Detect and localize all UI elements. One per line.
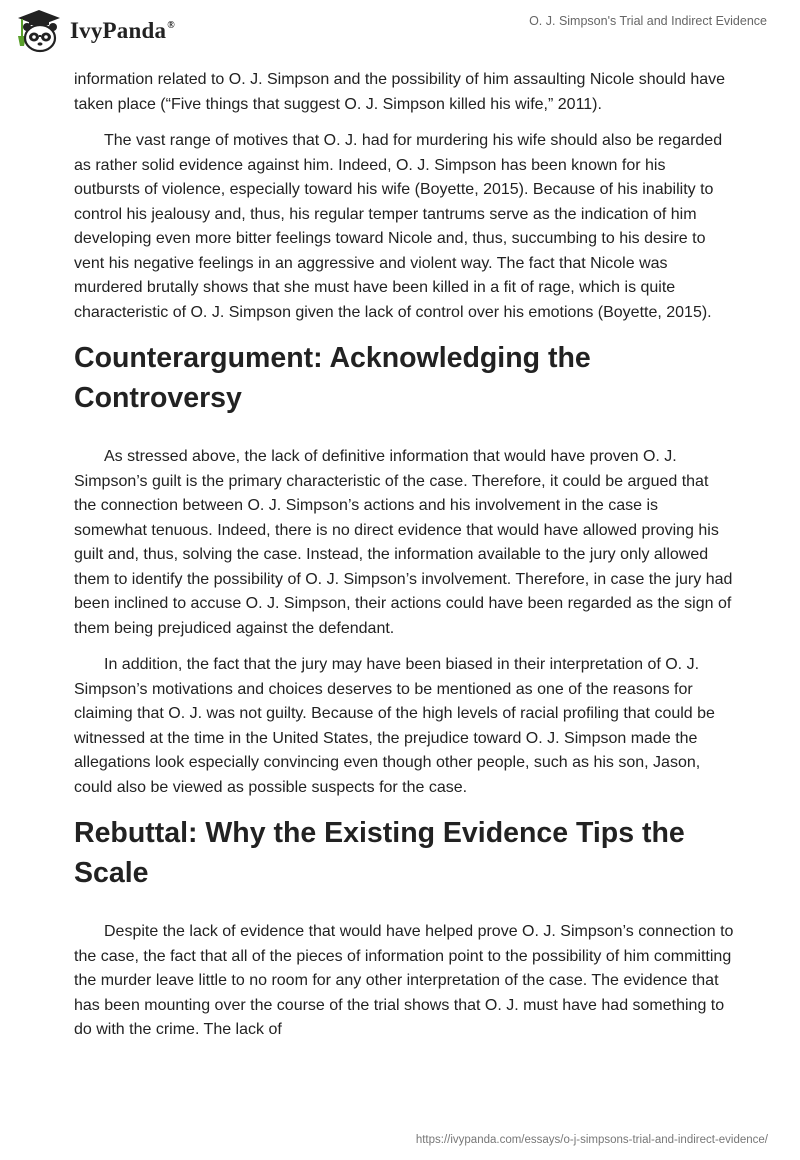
heading-counterargument: Counterargument: Acknowledging the Controversy — [74, 342, 591, 414]
paragraph-rebuttal: Despite the lack of evidence that would have helped prove O. J. Simpson’s connection to the case, the fact that all of the pieces of information point to the possibility of him committing the murder leave little to no room for any other interpretation of the case. The evidence that has been mounting over the course of the trial shows that O. J. must have had something to do with the crime. The lack of — [74, 923, 734, 1038]
document-title: O. J. Simpson's Trial and Indirect Evidence — [529, 14, 767, 28]
paragraph-lack-of-evidence: As stressed above, the lack of definitive information that would have proven O. J. Simpson’s guilt is the primary characteristic of the case. Therefore, it could be argued that the connection between O. J. Simpson’s actions and his involvement in the case is somewhat tenuous. Indeed, there is no direct evidence that would have allowed proving his guilt and, thus, solving the case. Instead, the information available to the jury only allowed them to identify the possibility of O. J. Simpson’s involvement. Therefore, in case the jury had been inclined to accuse O. J. Simpson, their actions could have been regarded as the sign of them being prejudiced against the defendant. — [74, 448, 733, 637]
paragraph-motives: The vast range of motives that O. J. had for murdering his wife should also be regarded as rather solid evidence against him. Indeed, O. J. Simpson has been known for his outbursts of violence, especially toward his wife (Boyette, 2015). Because of his inability to control his jealousy and, thus, his regular temper tantrums serve as the indication of him developing even more bitter feelings toward Nicole and, thus, succumbing to his desire to vent his negative feelings in an aggressive and violent way. The fact that Nicole was murdered brutally shows that she must have been killed in a fit of rage, which is quite characteristic of O. J. Simpson given the lack of control over his emotions (Boyette, 2015). — [74, 132, 723, 321]
registered-mark: ® — [167, 20, 175, 31]
source-url[interactable]: https://ivypanda.com/essays/o-j-simpsons-trial-and-indirect-evidence/ — [415, 1134, 768, 1146]
paragraph-continued: information related to O. J. Simpson and the possibility of him assaulting Nicole should have taken place (“Five things that suggest O. J. Simpson killed his wife,” 2011). — [74, 71, 726, 113]
paragraph-jury-bias: In addition, the fact that the jury may have been biased in their interpretation of O. J. Simpson’s motivations and choices deserves to be mentioned as one of the reasons for claiming that O. J. was not guilty. Because of the high levels of racial profiling that could be witnessed at the time in the United States, the prejudice toward O. J. Simpson made the allegations look especially convincing even though other people, such as his son, Jason, could also be viewed as possible suspects for the case. — [74, 656, 715, 796]
ivypanda-logo[interactable] — [14, 8, 175, 54]
panda-graduate-icon — [14, 8, 64, 54]
brand-name: IvyPanda® — [70, 18, 175, 43]
essay-content — [74, 68, 734, 1055]
page-header — [0, 0, 800, 70]
heading-rebuttal: Rebuttal: Why the Existing Evidence Tips the Scale — [74, 817, 685, 889]
